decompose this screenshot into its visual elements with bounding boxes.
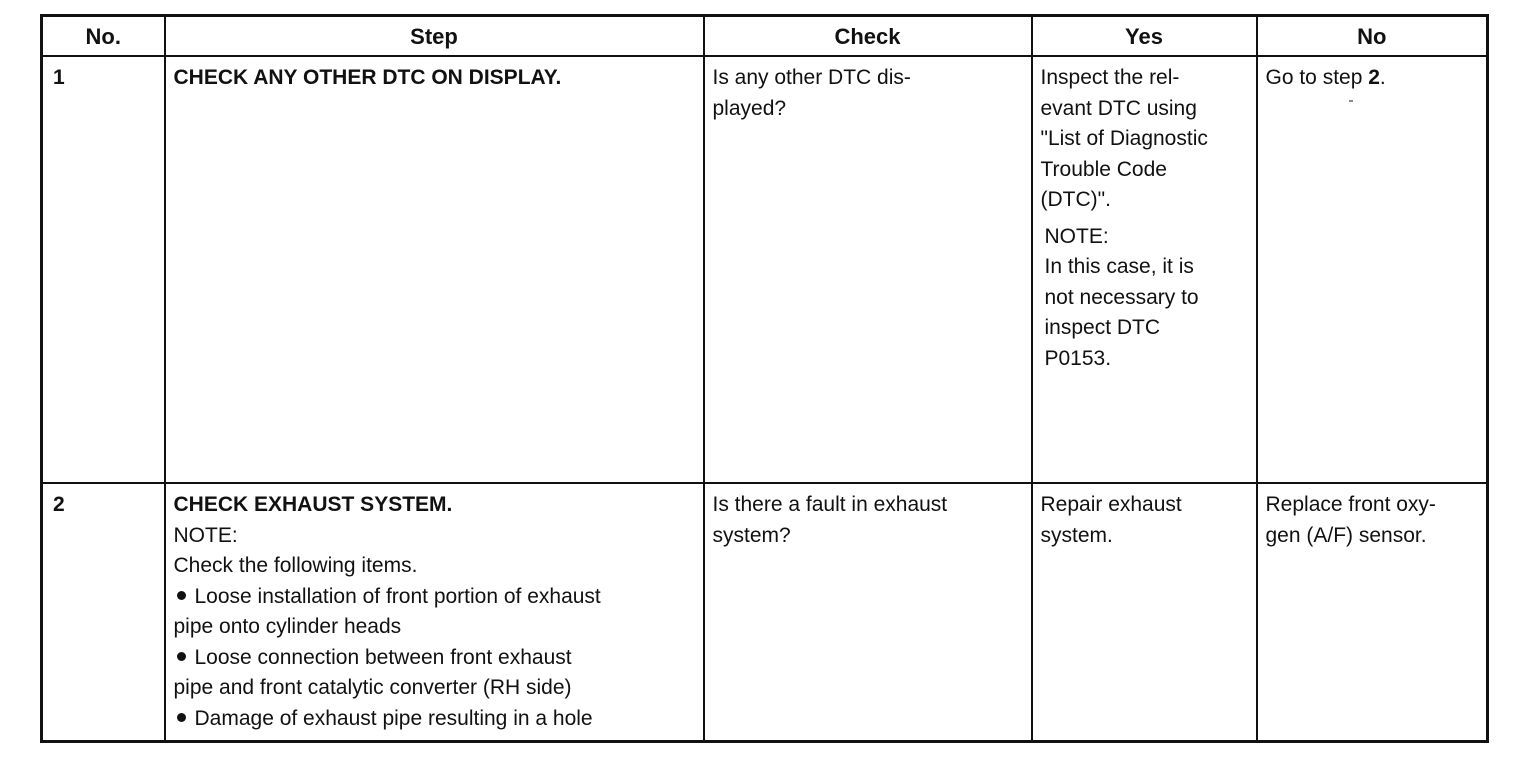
list-item	[174, 643, 695, 704]
no-cell	[1257, 56, 1488, 483]
note-label: NOTE:	[173, 523, 238, 547]
row-number: 1	[42, 56, 165, 483]
bullet-icon	[177, 713, 186, 722]
yes-cell	[1032, 56, 1257, 483]
row-number: 2	[42, 483, 165, 742]
diagnostic-table	[40, 14, 1489, 743]
bullet-text: Loose connection between front exhaust pipe and front catalytic converter (RH side)	[173, 645, 572, 699]
bullet-icon	[177, 652, 186, 661]
yes-action: Repair exhaust system.	[1040, 493, 1182, 547]
list-item	[174, 704, 695, 735]
check-question: Is any other DTC dis- played?	[712, 66, 911, 120]
step-cell	[165, 56, 704, 483]
step-title: CHECK ANY OTHER DTC ON DISPLAY.	[173, 66, 562, 89]
step-title: CHECK EXHAUST SYSTEM.	[173, 493, 453, 516]
note-text: In this case, it is not necessary to inspect DTC P0153.	[1044, 255, 1199, 370]
header-check: Check	[704, 16, 1032, 57]
note-label: NOTE:	[1044, 224, 1109, 248]
scan-speck	[1349, 100, 1353, 102]
yes-action: Inspect the rel- evant DTC using "List of Diagnostic Trouble Code (DTC)".	[1040, 66, 1208, 211]
yes-cell	[1032, 483, 1257, 742]
table-row	[42, 483, 1488, 742]
yes-note	[1041, 222, 1248, 375]
no-action-step: 2	[1368, 66, 1380, 89]
header-yes: Yes	[1032, 16, 1257, 57]
list-item	[174, 582, 695, 643]
note-text: Check the following items.	[173, 554, 418, 577]
bullet-text: Damage of exhaust pipe resulting in a hole	[194, 706, 593, 730]
bullet-icon	[177, 591, 186, 600]
check-question: Is there a fault in exhaust system?	[712, 493, 948, 547]
no-action-prefix: Go to step	[1265, 66, 1369, 89]
header-step: Step	[165, 16, 704, 57]
no-action-suffix: .	[1379, 66, 1386, 89]
no-action: Replace front oxy- gen (A/F) sensor.	[1265, 493, 1436, 547]
header-no: No.	[42, 16, 165, 57]
table-row	[42, 56, 1488, 483]
check-cell	[704, 483, 1032, 742]
step-cell	[165, 483, 704, 742]
check-cell	[704, 56, 1032, 483]
no-cell	[1257, 483, 1488, 742]
bullet-text: Loose installation of front portion of exhaust pipe onto cylinder heads	[173, 584, 601, 638]
header-row	[42, 16, 1488, 57]
header-no-result: No	[1257, 16, 1488, 57]
